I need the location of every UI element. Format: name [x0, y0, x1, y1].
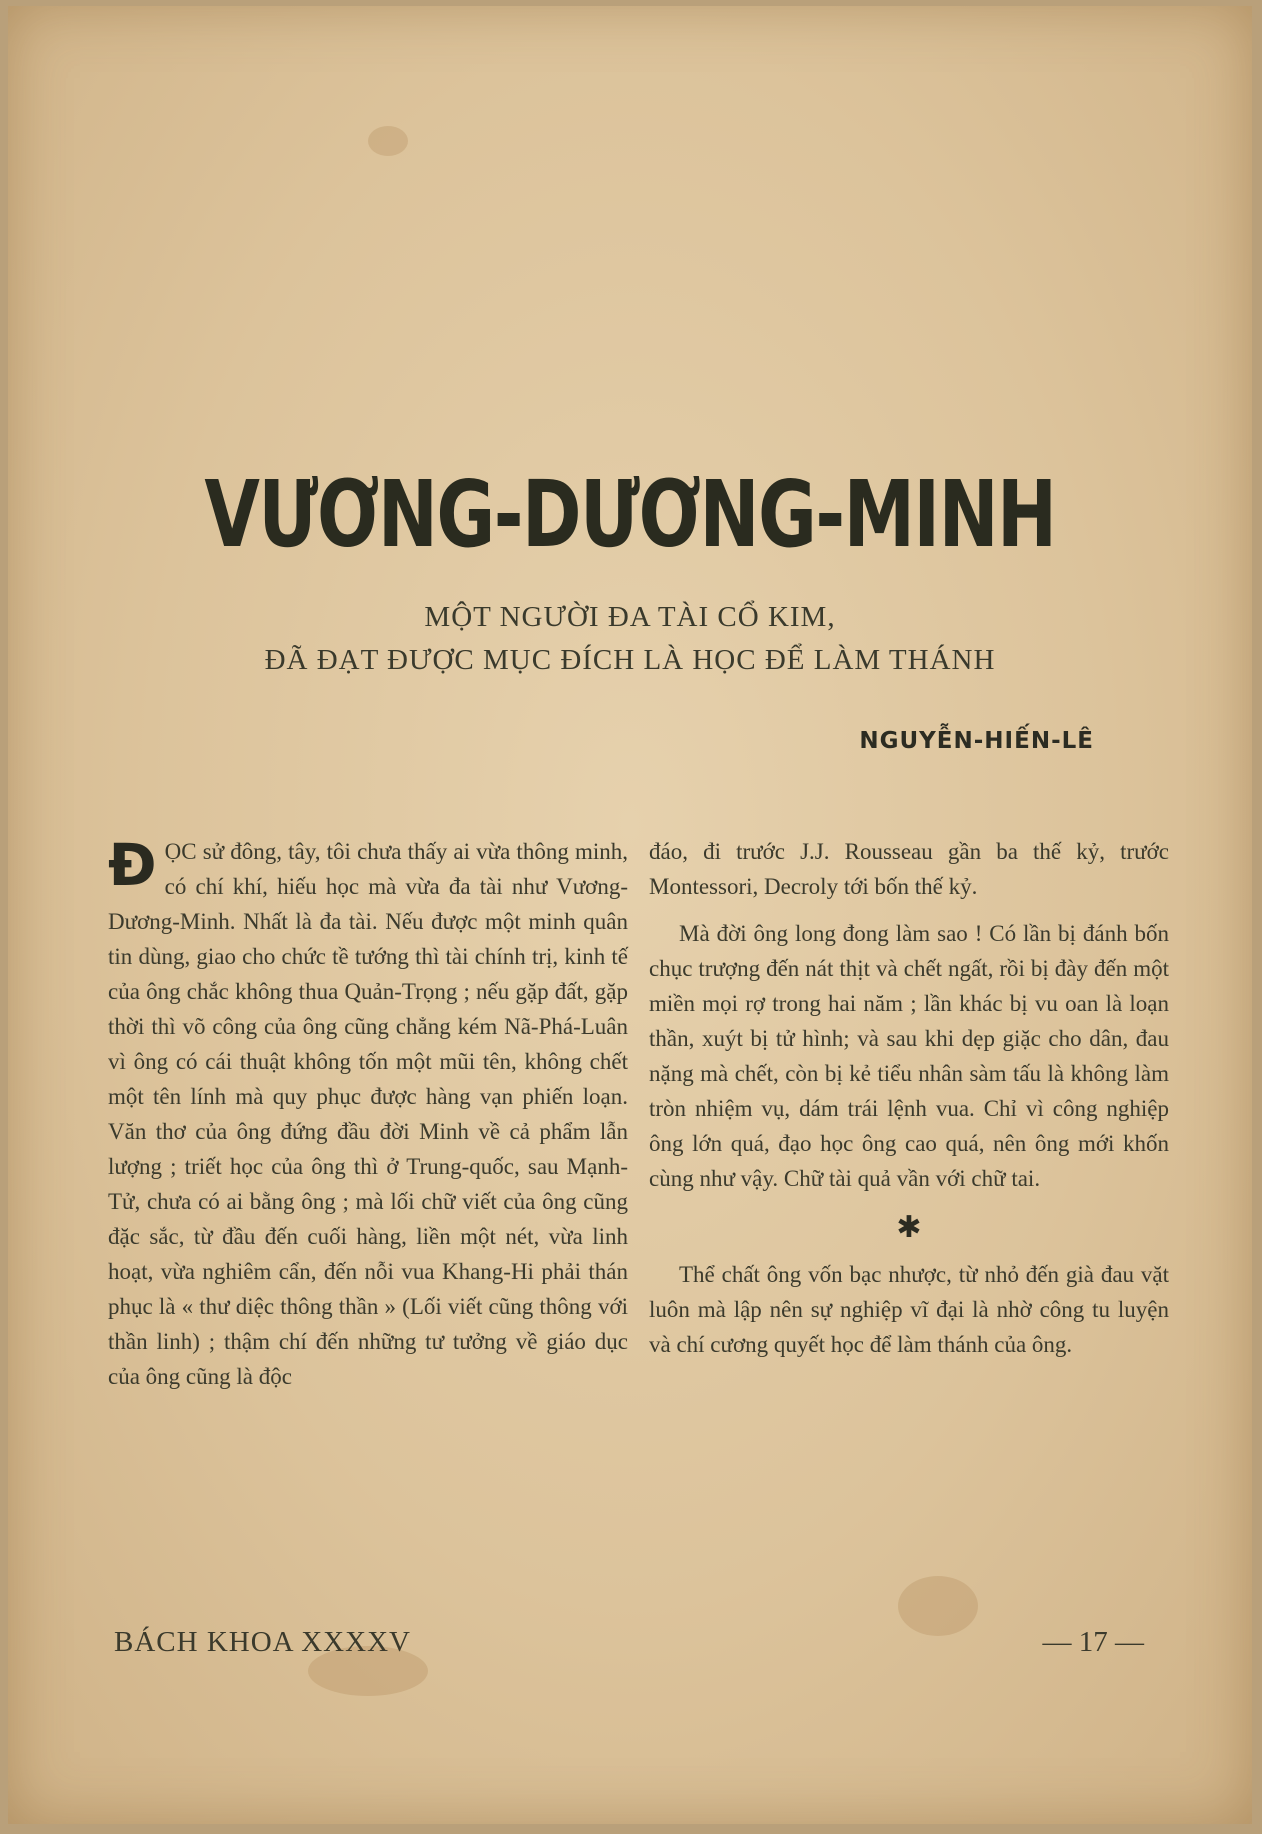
article-title: VƯƠNG-DƯƠNG-MINH [204, 461, 1056, 568]
article-author: NGUYỄN-HIẾN-LÊ [859, 728, 1094, 754]
body-paragraph: Thể chất ông vốn bạc nhược, từ nhỏ đến già đau vặt luôn mà lập nên sự nghiệp vĩ đại là nhờ công tu luyện và chí cương quyết học để làm thánh của ông. [649, 1262, 1169, 1357]
paper-stain [898, 1576, 978, 1636]
paper-stain [368, 126, 408, 156]
body-text: ỌC sử đông, tây, tôi chưa thấy ai vừa thông minh, có chí khí, hiếu học mà vừa đa tài như Vương-Dương-Minh. Nhất là đa tài. Nếu được một minh quân tin dùng, giao cho chức tề tướng thì tài chính trị, kinh tế của ông chắc không thua Quản-Trọng ; nếu gặp đất, gặp thời thì võ công của ông cũng chẳng kém Nã-Phá-Luân vì ông có cái thuật không tốn một mũi tên, không chết một tên lính mà quy phục được hàng vạn phiến loạn. Văn thơ của ông đứng đầu đời Minh về cả phẩm lẫn lượng ; triết học của ông thì ở Trung-quốc, sau Mạnh-Tử, chưa có ai bằng ông ; mà lối chữ viết của ông cũng đặc sắc, từ đầu đến cuối hàng, liền một nét, vừa linh hoạt, vừa nghiêm cẩn, đến nỗi vua Khang-Hi phải thán phục là « thư diệc thông thần » (Lối viết cũng thông với thần linh) ; thậm chí đến những tư tưởng về giáo dục của ông cũng là độc [108, 839, 628, 1389]
page-number: — 17 — [1042, 1626, 1144, 1658]
article-column-right [649, 834, 1169, 1362]
section-separator-icon: ✱ [896, 1211, 922, 1244]
publication-name: BÁCH KHOA XXXXV [114, 1626, 411, 1658]
drop-cap: Đ [108, 831, 157, 899]
body-paragraph [108, 831, 628, 1394]
body-paragraph: Mà đời ông long đong làm sao ! Có lần bị đánh bốn chục trượng đến nát thịt và chết ngất, rồi bị đày đến một miền mọi rợ trong hai năm ; lần khác bị vu oan là loạn thần, xuýt bị tử hình; và sau khi dẹp giặc cho dân, đau nặng mà chết, còn bị kẻ tiểu nhân sàm tấu là không làm tròn nhiệm vụ, dám trái lệnh vua. Chỉ vì công nghiệp ông lớn quá, đạo học ông cao quá, nên ông mới khốn cùng như vậy. Chữ tài quả vần với chữ tai. [649, 921, 1169, 1191]
article-column-left [108, 831, 628, 1394]
article-subtitle-line2: ĐÃ ĐẠT ĐƯỢC MỤC ĐÍCH LÀ HỌC ĐỂ LÀM THÁNH [264, 644, 996, 676]
body-paragraph: đáo, đi trước J.J. Rousseau gần ba thế kỷ, trước Montessori, Decroly tới bốn thế kỷ. [649, 839, 1169, 899]
magazine-page [8, 6, 1252, 1824]
article-subtitle-line1: MỘT NGƯỜI ĐA TÀI CỔ KIM, [424, 601, 836, 633]
